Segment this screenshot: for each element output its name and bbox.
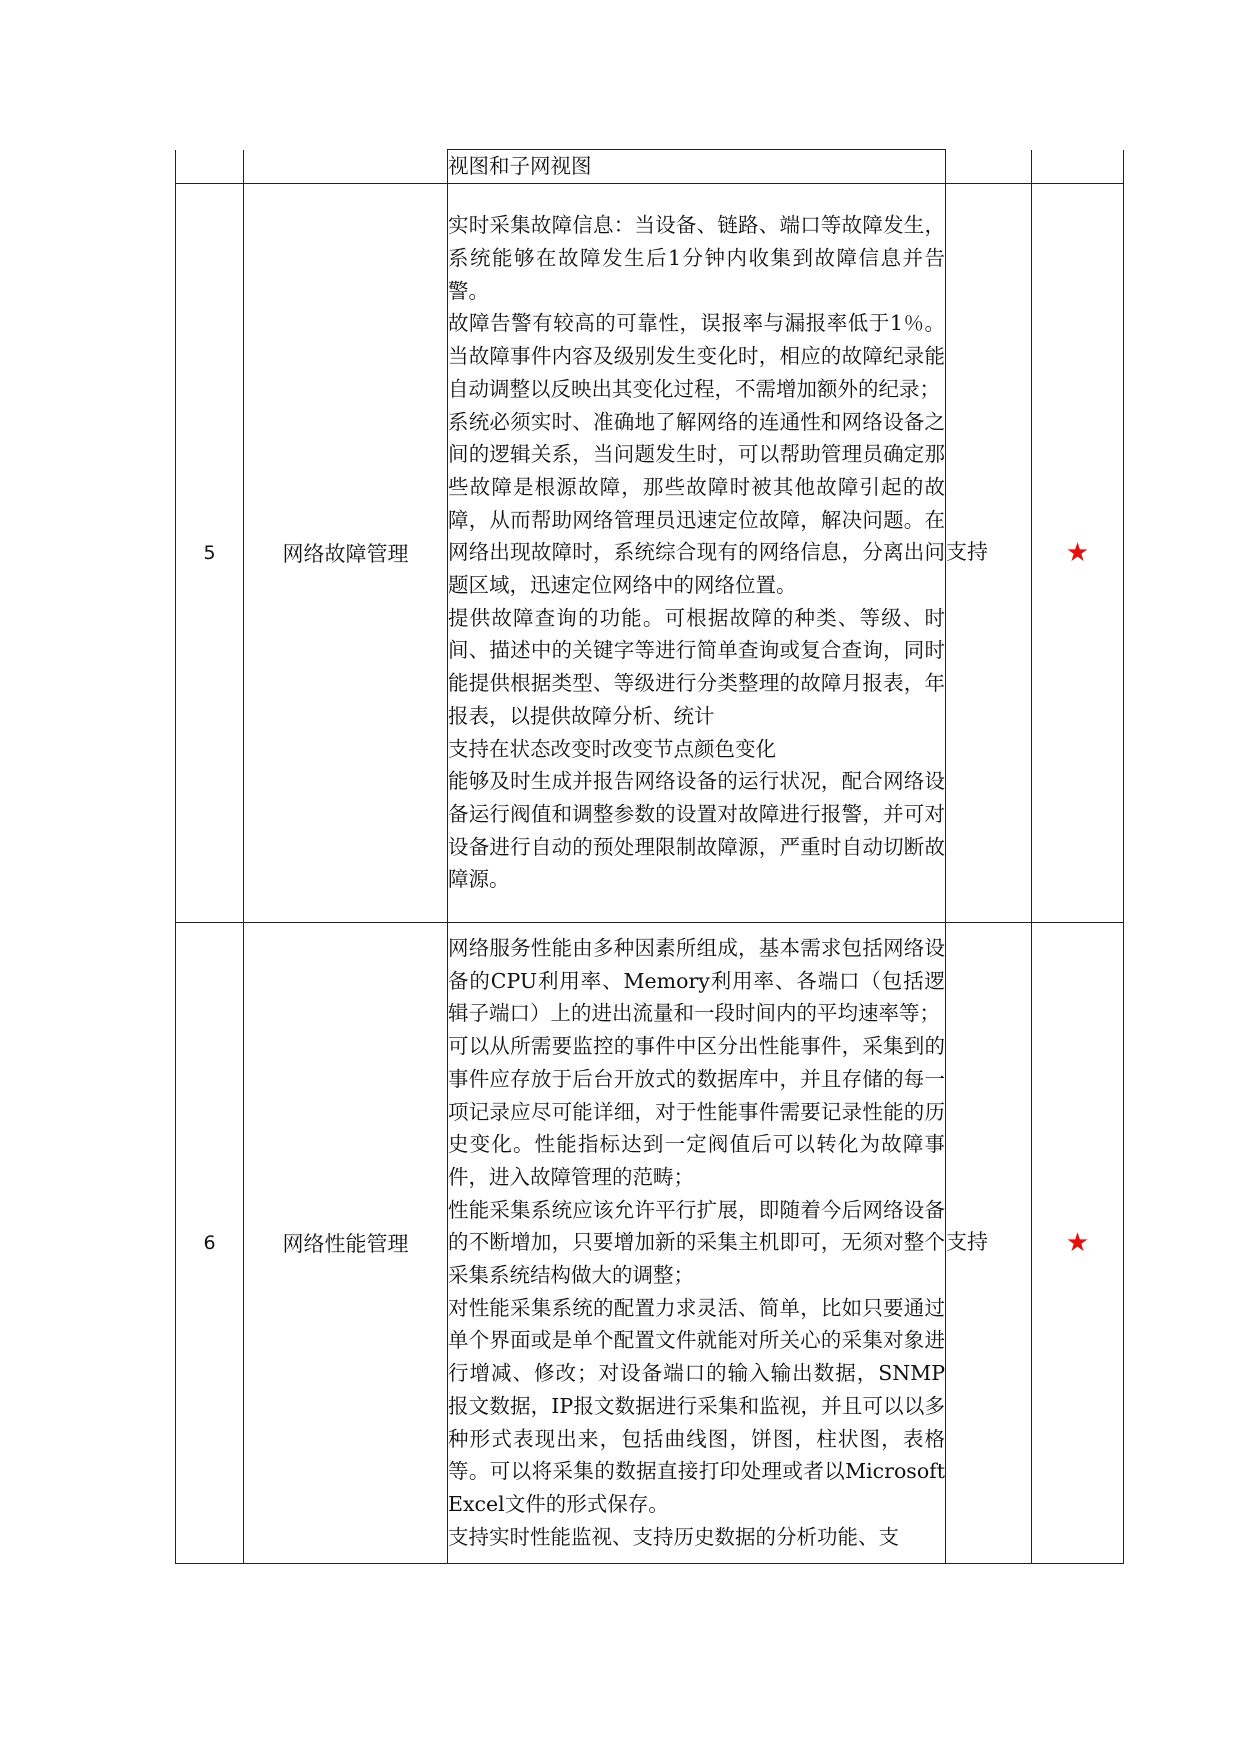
requirements-table <box>175 149 1124 1564</box>
function-name <box>244 150 448 184</box>
description-paragraph: 支持实时性能监视、支持历史数据的分析功能、支 <box>448 1524 899 1549</box>
requirement-description <box>448 150 946 184</box>
table-row <box>176 183 1124 922</box>
table-row <box>176 150 1124 184</box>
function-name: 网络故障管理 <box>244 183 448 922</box>
row-number <box>176 150 244 184</box>
description-paragraph: 故障告警有较高的可靠性，误报率与漏报率低于1％。当故障事件内容及级别发生变化时，相应的故障纪录能自动调整以反映出其变化过程，不需增加额外的纪录； <box>448 311 945 401</box>
response-cell: 支持 <box>946 922 1032 1563</box>
description-paragraph: 支持在状态改变时改变节点颜色变化 <box>448 736 776 761</box>
star-icon: ★ <box>1032 922 1124 1563</box>
description-paragraph: 网络服务性能由多种因素所组成，基本需求包括网络设备的CPU利用率、Memory利用率、各端口（包括逻辑子端口）上的进出流量和一段时间内的平均速率等； <box>448 936 945 1026</box>
star-icon: ★ <box>1032 183 1124 922</box>
description-paragraph: 视图和子网视图 <box>448 154 592 178</box>
row-number: 6 <box>176 922 244 1563</box>
table-row <box>176 922 1124 1563</box>
requirement-description <box>448 922 946 1563</box>
description-paragraph: 可以从所需要监控的事件中区分出性能事件，采集到的事件应存放于后台开放式的数据库中，并且存储的每一项记录应尽可能详细，对于性能事件需要记录性能的历史变化。性能指标达到一定阀值后可以转化为故障事件，进入故障管理的范畴； <box>448 1034 945 1189</box>
description-paragraph: 提供故障查询的功能。可根据故障的种类、等级、时间、描述中的关键字等进行简单查询或复合查询，同时能提供根据类型、等级进行分类整理的故障月报表，年报表，以提供故障分析、统计 <box>448 605 945 728</box>
description-paragraph: 对性能采集系统的配置力求灵活、简单，比如只要通过单个界面或是单个配置文件就能对所关心的采集对象进行增减、修改；对设备端口的输入输出数据，SNMP报文数据，IP报文数据进行采集和监视，并且可以以多种形式表现出来，包括曲线图，饼图，柱状图，表格等。可以将采集的数据直接打印处理或者以Microsoft Excel文件的形式保存。 <box>448 1295 945 1516</box>
key-marker <box>1032 150 1124 184</box>
description-paragraph: 性能采集系统应该允许平行扩展，即随着今后网络设备的不断增加，只要增加新的采集主机即可，无须对整个采集系统结构做大的调整； <box>448 1197 945 1288</box>
function-name: 网络性能管理 <box>244 922 448 1563</box>
requirement-description <box>448 183 946 922</box>
description-paragraph: 能够及时生成并报告网络设备的运行状况，配合网络设备运行阀值和调整参数的设置对故障进行报警，并可对设备进行自动的预处理限制故障源，严重时自动切断故障源。 <box>448 769 945 892</box>
row-number: 5 <box>176 183 244 922</box>
response-cell: 支持 <box>946 183 1032 922</box>
response-cell <box>946 150 1032 184</box>
description-paragraph: 实时采集故障信息：当设备、链路、端口等故障发生，系统能够在故障发生后1分钟内收集到故障信息并告警。 <box>448 213 945 303</box>
description-paragraph: 系统必须实时、准确地了解网络的连通性和网络设备之间的逻辑关系，当问题发生时，可以帮助管理员确定那些故障是根源故障，那些故障时被其他故障引起的故障，从而帮助网络管理员迅速定位故障，解决问题。在网络出现故障时，系统综合现有的网络信息，分离出问题区域，迅速定位网络中的网络位置。 <box>448 409 945 598</box>
